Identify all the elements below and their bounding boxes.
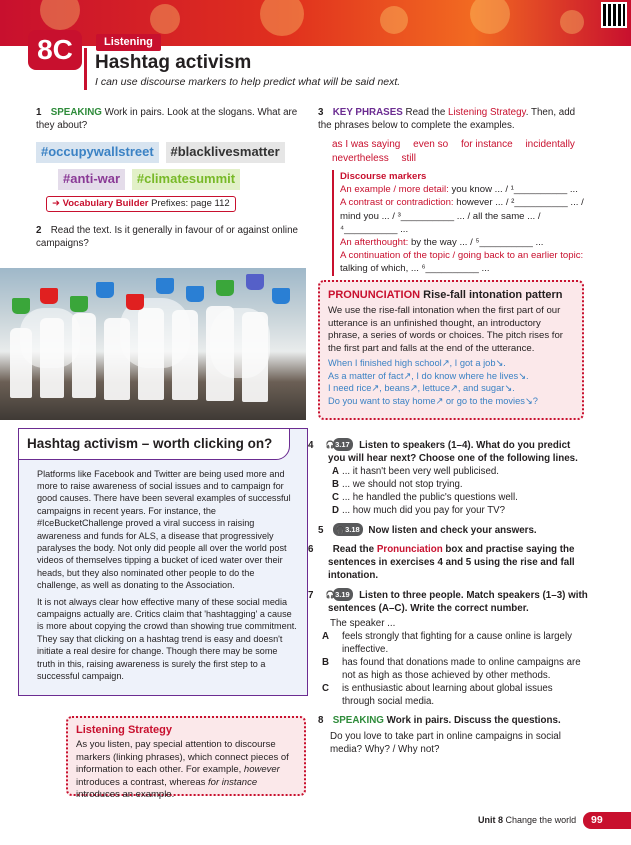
exercise-number: 6: [308, 544, 314, 555]
exercise-number: 4: [308, 440, 314, 451]
exercise-text: Read the: [405, 107, 449, 118]
exercise-6: [308, 543, 588, 582]
title-block: [84, 48, 584, 90]
option: [322, 656, 588, 682]
exercise-text: Work in pairs. Discuss the questions.: [386, 715, 561, 726]
headphones-icon: 🎧: [325, 440, 336, 449]
marker-label: A contrast or contradiction:: [340, 197, 454, 209]
speaking-tag: SPEAKING: [332, 715, 384, 726]
strategy-body: [76, 739, 296, 802]
exercise-number: 5: [318, 525, 324, 536]
pronunciation-label: PRONUNCIATION: [328, 289, 421, 301]
exercise-text: . Then, add the phrases below to complete the examples.: [318, 107, 576, 131]
option-text: is enthusiastic about learning about global issues through social media.: [342, 683, 553, 707]
option-letter: C: [322, 683, 329, 694]
article-paragraph: It is not always clear how effective many of these social media campaigns actually are. Critics claim that 'hashtagging' a cause is more about copying the crowd than showing true commitment. They say that clicking on a hashtag trend is easy and doesn't initiate a real desire for change. Though there may be some truth in this, raising awareness is surely the first step to a successful campaign.: [37, 596, 297, 682]
option-text: ... how much did you pay for your TV?: [342, 505, 505, 516]
option: [322, 682, 588, 708]
slogan: #blacklivesmatter: [166, 142, 285, 163]
option: [332, 478, 588, 491]
option: [322, 630, 588, 656]
pronunciation-example: Do you want to stay home↗ or go to the movies↘?: [328, 396, 538, 407]
phrase: as I was saying: [332, 139, 401, 150]
marker-label: An afterthought:: [340, 237, 409, 249]
vocab-text: Prefixes: page 112: [151, 197, 230, 209]
pronunciation-title: [328, 288, 574, 302]
slogan: #occupywallstreet: [36, 142, 159, 163]
option-letter: D: [332, 505, 339, 516]
strategy-example: for instance: [208, 776, 258, 788]
audio-track-badge[interactable]: [325, 438, 354, 451]
right-lower-column: [308, 438, 588, 762]
slogans: [36, 142, 304, 196]
option-text: ... it hasn't been very well publicised.: [342, 466, 499, 477]
vocabulary-builder-link[interactable]: [46, 196, 236, 212]
pronunciation-box: [318, 280, 584, 420]
speaking-tag: SPEAKING: [50, 107, 102, 118]
vocab-label: Vocabulary Builder: [62, 197, 149, 209]
discourse-markers: [332, 170, 588, 276]
slogan: #climatesummit: [132, 169, 240, 190]
page-title: Hashtag activism: [95, 52, 252, 73]
marker-row: [340, 236, 588, 249]
exercise-text: Read the: [332, 544, 377, 555]
exercise-1: [36, 106, 304, 132]
exercise-4: [308, 438, 588, 517]
page-subtitle: I can use discourse markers to help predict what will be said next.: [95, 75, 401, 88]
footer-unit: Unit 8: [478, 815, 504, 825]
pronunciation-reference: Pronunciation: [376, 544, 443, 555]
option: [332, 504, 588, 517]
marker-text: by the way ... / ⁵__________ ...: [410, 237, 544, 249]
exercise-5: [318, 523, 588, 537]
exercise-text: Work in pairs. Look at the slogans. What are they about?: [36, 107, 298, 131]
option-letter: B: [332, 479, 339, 490]
strategy-text: introduces an example.: [76, 789, 175, 801]
strategy-example: however: [243, 764, 280, 776]
exercise-7: [308, 588, 588, 708]
audio-track-badge[interactable]: [325, 588, 354, 601]
slogan: #anti-war: [58, 169, 125, 190]
marker-label: A continuation of the topic / going back to an earlier topic:: [340, 250, 584, 262]
ice-bucket-photo: [0, 268, 306, 420]
exercise-text: Now listen and check your answers.: [368, 525, 537, 536]
article-body: [19, 460, 307, 693]
lesson-code-badge: 8C: [28, 30, 82, 70]
option-letter: C: [332, 492, 339, 503]
exercise-8: [318, 714, 588, 756]
article-paragraph: Platforms like Facebook and Twitter are being used more and more to raise awareness of social issues and to campaign for good causes. There have been several examples of successful campaigns in recent years. For instance, the #IceBucketChallenge proved a viral success in raising awareness and funds for ALS, a disease that progressively paralyses the body. Not only did people all over the world post videos of themselves tipping a bucket of iced water over their heads, but they also nominated other people to do the challenge, as well as donating to the Association.: [37, 468, 291, 591]
exercise-number: 3: [318, 107, 324, 118]
key-phrases-tag: KEY PHRASES: [332, 107, 403, 118]
strategy-text: As you listen, pay special attention to discourse markers (linking phrases), which connect pieces of information to each other. For example,: [76, 739, 289, 776]
markers-title: Discourse markers: [340, 171, 427, 182]
header-banner: [0, 0, 631, 46]
phrase: for instance: [460, 139, 513, 150]
headphones-icon: 🎧: [325, 590, 336, 599]
pronunciation-body: We use the rise-fall intonation when the first part of our utterance is an unfinished thought, an introductory phrase, a series of words or choices. The pitch rises for the first part and falls at the end of the utterance.: [328, 305, 563, 354]
exercise-text: box and practise saying the sentences in exercises 4 and 5 using the rise and fall intonation.: [328, 544, 575, 581]
strategy-title: Listening Strategy: [76, 724, 172, 736]
phrase: even so: [413, 139, 449, 150]
option-letter: A: [332, 466, 339, 477]
marker-text: however ... / ²__________ ... / mind you ... / ³__________ ... / all the same ... / ⁴__________ ...: [340, 197, 584, 235]
option-text: has found that donations made to online campaigns are not as high as those achieved by other methods.: [342, 657, 581, 681]
exercise-3: [318, 106, 588, 132]
marker-text: you know ... / ¹__________ ...: [451, 184, 578, 196]
marker-row: [340, 183, 588, 196]
marker-text: talking of which, ... ⁶__________ ...: [340, 263, 490, 275]
exercise-2: [36, 224, 304, 250]
page-number: 99: [583, 812, 631, 829]
section-tag: Listening: [96, 34, 161, 51]
phrase: still: [401, 153, 416, 164]
exercise-number: 2: [36, 225, 42, 237]
pronunciation-example: As a matter of fact↗, I do know where he lives↘.: [328, 370, 529, 381]
option-text: ... he handled the public's questions well.: [342, 492, 518, 503]
headphones-icon: 🎧: [335, 525, 346, 534]
pronunciation-example: When I finished high school↗, I got a job↘.: [328, 358, 506, 369]
strategy-text: introduces a contrast, whereas: [76, 776, 209, 788]
pronunciation-heading: Rise-fall intonation pattern: [423, 289, 563, 301]
article-title: Hashtag activism – worth clicking on?: [18, 428, 290, 460]
phrase-list: [332, 138, 588, 166]
strategy-reference: Listening Strategy: [448, 107, 526, 118]
exercise-number: 8: [318, 715, 324, 726]
audio-track-badge[interactable]: [333, 523, 363, 536]
option: [332, 491, 588, 504]
exercise-text: Read the text. Is it generally in favour of or against online campaigns?: [36, 225, 298, 250]
discussion-question: Do you love to take part in online campaigns in social media? Why? / Why not?: [330, 731, 561, 755]
exercise-text: Listen to three people. Match speakers (1–3) with sentences (A–C). Write the correct number.: [328, 590, 588, 614]
exercise-number: 1: [36, 107, 42, 118]
marker-label: An example / more detail:: [340, 184, 449, 196]
option-letter: B: [322, 657, 329, 668]
exercise-lead: The speaker ...: [330, 618, 396, 629]
footer: [478, 815, 576, 827]
option: [332, 465, 588, 478]
right-column: [318, 106, 588, 276]
left-column: [36, 106, 304, 250]
exercise-text: Listen to speakers (1–4). What do you predict you will hear next? Choose one of the following lines.: [328, 440, 578, 464]
phrase: incidentally: [525, 139, 575, 150]
audio-track: 3.18: [345, 525, 360, 534]
marker-row: [340, 196, 588, 236]
audio-track: 3.17: [335, 440, 350, 449]
audio-track: 3.19: [335, 590, 350, 599]
arrow-icon: ➜: [52, 197, 60, 209]
article-box: [18, 428, 308, 696]
option-text: ... we should not stop trying.: [342, 479, 463, 490]
footer-unit-title: Change the world: [505, 815, 577, 825]
option-letter: A: [322, 631, 329, 642]
option-text: feels strongly that fighting for a cause online is largely ineffective.: [342, 631, 572, 655]
exercise-number: 7: [308, 590, 314, 601]
listening-strategy-box: [66, 716, 306, 801]
phrase: nevertheless: [332, 153, 389, 164]
marker-row: [340, 249, 588, 275]
qr-code[interactable]: [601, 2, 627, 28]
pronunciation-example: I need rice↗, beans↗, lettuce↗, and sugar↘.: [328, 383, 515, 394]
